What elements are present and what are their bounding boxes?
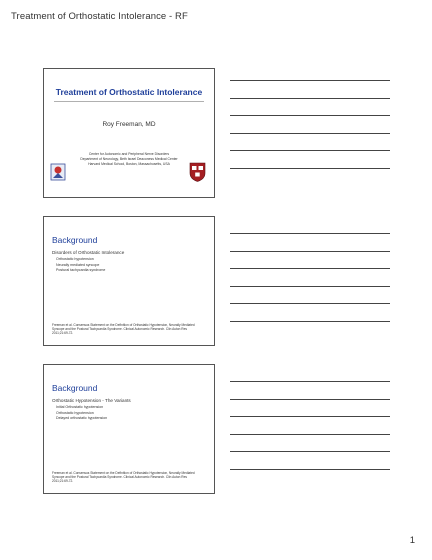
note-line	[230, 150, 390, 151]
note-line	[230, 451, 390, 452]
list-item: Orthostatic hypotension	[56, 257, 94, 261]
list-item: Neurally mediated syncope	[56, 262, 100, 267]
note-line	[230, 303, 390, 304]
affiliation-line: Department of Neurology, Beth Israel Deaconess Medical Center	[80, 157, 178, 161]
notes-lines-3	[230, 381, 390, 486]
notes-lines-2	[230, 233, 390, 338]
notes-lines-1	[230, 80, 390, 185]
slide-2-list	[56, 257, 105, 274]
slide-3-list	[56, 405, 107, 422]
slide-2-subtitle: Disorders of Orthostatic Intolerance	[52, 250, 125, 255]
list-item: Initial Orthostatic hypotension	[56, 405, 104, 409]
slide-1-affiliation	[74, 152, 184, 167]
note-line	[230, 168, 390, 169]
note-line	[230, 268, 390, 269]
note-line	[230, 115, 390, 116]
note-line	[230, 381, 390, 382]
affiliation-line: Center for Autonomic and Peripheral Nerve Disorders	[88, 152, 170, 156]
harvard-shield-icon	[189, 162, 206, 182]
list-item: Postural tachycardia syndrome	[56, 268, 106, 273]
slide-2-citation: Freeman et al. Consensus Statement on the Definition of Orthostatic Hypotension, Neurally Mediated Syncope and the Postural Tachycardia Syndrome. Clinical Autonomic Research. Clin Auton Res 2011;21:69-72.	[52, 323, 195, 336]
slide-3	[43, 364, 215, 494]
note-line	[230, 233, 390, 234]
slide-3-subtitle: Orthostatic Hypotension - The Variants	[52, 398, 131, 403]
note-line	[230, 321, 390, 322]
list-item: Orthostatic hypotension	[56, 410, 94, 415]
note-line	[230, 251, 390, 252]
page-number: 1	[409, 535, 415, 546]
page-header-title: Treatment of Orthostatic Intolerance - RF	[11, 11, 188, 22]
note-line	[230, 434, 390, 435]
note-line	[230, 286, 390, 287]
slide-1-author: Roy Freeman, MD	[102, 121, 156, 128]
note-line	[230, 416, 390, 417]
affiliation-line: Harvard Medical School, Boston, Massachusetts, USA	[88, 162, 170, 166]
note-line	[230, 133, 390, 134]
slide-3-citation: Freeman et al. Consensus Statement on the Definition of Orthostatic Hypotension, Neurally Mediated Syncope and the Postural Tachycardia Syndrome. Clinical Autonomic Research. Clin Auton Res 2011;21:69-72.	[52, 471, 195, 484]
beth-israel-deaconess-logo-icon	[50, 162, 66, 182]
note-line	[230, 469, 390, 470]
slide-2-title: Background	[52, 235, 98, 245]
note-line	[230, 98, 390, 99]
note-line	[230, 399, 390, 400]
slide-1-divider	[54, 101, 204, 102]
slide-1	[43, 68, 215, 198]
list-item: Delayed orthostatic hypotension	[56, 416, 108, 421]
slide-1-title: Treatment of Orthostatic Intolerance	[55, 87, 203, 97]
note-line	[230, 80, 390, 81]
slide-3-title: Background	[52, 383, 98, 393]
slide-2	[43, 216, 215, 346]
